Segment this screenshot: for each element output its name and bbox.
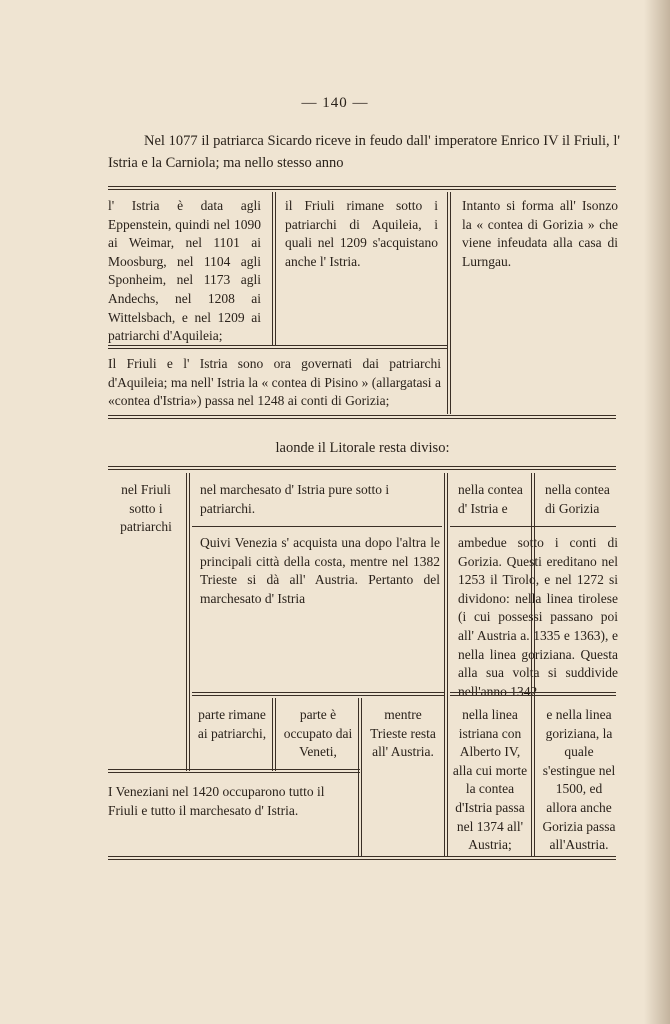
table1-cell-friuli: il Friuli rimane sotto i patriarchi di Aquileia, i quali nel 1209 s'acquistano anche l' Istria. — [285, 198, 438, 269]
page-number: — 140 — — [301, 95, 369, 111]
intro-paragraph: Nel 1077 il patriarca Sicardo riceve in feudo dall' imperatore Enrico IV il Friuli, l' Istria e la Carniola; ma nello stesso anno — [108, 133, 620, 171]
table1-divider-1 — [272, 192, 276, 346]
table2-divider-a — [186, 473, 190, 771]
table1-top-rule — [108, 186, 616, 190]
table1-cell-gorizia: Intanto si forma all' Isonzo la « contea di Gorizia » che viene infeudata alla casa di Lurngau. — [462, 198, 618, 269]
table1-bottom-rule — [108, 415, 616, 419]
table2-divider-b — [444, 473, 448, 856]
table1-cell-istria: l' Istria è data agli Eppenstein, quindi nel 1090 ai Weimar, nel 1101 ai Moosburg, nel 1104 agli Sponheim, nel 1173 agli Andechs, nel 1208 ai Wittelsbach, e nel 1209 ai patriarchi d'Aquileia; — [108, 198, 261, 344]
table2-cell-parte-rimane: parte rimane ai patriarchi, — [197, 707, 267, 741]
table2-divider-e — [358, 698, 362, 856]
table2-cell-veneziani: I Veneziani nel 1420 occuparono tutto il Friuli e tutto il marchesato d' Istria. — [108, 784, 325, 818]
divider-text: laonde il Litorale resta diviso: — [275, 440, 450, 456]
table2-mid-rule-left — [192, 692, 444, 696]
table1-merge-rule — [108, 345, 448, 349]
table2-top-rule — [108, 466, 616, 470]
table2-cell-marchesato: nel marchesato d' Istria pure sotto i patriarchi. — [200, 482, 390, 516]
table2-cell-linea-istriana: nella linea istriana con Alberto IV, alla cui morte la contea d'Istria passa nel 1374 all' Austria; — [452, 707, 528, 853]
page-edge-shadow — [644, 0, 670, 1024]
table2-contea-rule — [450, 526, 616, 527]
table2-bottom-rule — [108, 856, 616, 860]
table2-cell-ambedue: ambedue sotto i conti di Gorizia. Questi ereditano nel 1253 il Tirolo, e nel 1272 si dividono: nella linea tirolese (i cui possessi passano poi all' Austria a. 1335 e 1363), e nella linea goriziana. Questa alla sua volta si suddivide nell'anno 1342 — [458, 535, 618, 699]
table2-cell-friuli: nel Friuli sotto i patriarchi — [120, 482, 172, 535]
table1-merged-cell: Il Friuli e l' Istria sono ora governati dai patriarchi d'Aquileia; ma nell' Istria la « contea di Pisino » (allargatasi a «contea d'Istria») passa nel 1248 ai conti di Gorizia; — [108, 356, 441, 409]
table2-veneziani-rule — [108, 769, 360, 773]
table2-cell-venezia: Quivi Venezia s' acquista una dopo l'altra le principali città della costa, mentre nel 1382 Trieste si dà all' Austria. Pertanto del marchesato d' Istria — [200, 535, 440, 606]
table2-cell-trieste: mentre Trieste resta all' Austria. — [370, 707, 436, 760]
table1-divider-2 — [447, 192, 451, 414]
table2-cell-contea-istria: nella contea d' Istria e — [458, 482, 523, 516]
table2-divider-d — [272, 698, 276, 771]
table2-cell-contea-gorizia: nella contea di Gorizia — [545, 482, 610, 516]
table2-cell-linea-goriziana: e nella linea goriziana, la quale s'estingue nel 1500, ed allora anche Gorizia passa all'Austria. — [542, 707, 616, 853]
table2-cell-parte-occupato: parte è occupato dai Veneti, — [283, 707, 353, 760]
table2-marchesato-rule — [192, 526, 442, 527]
table2-mid-rule-right — [450, 692, 616, 696]
